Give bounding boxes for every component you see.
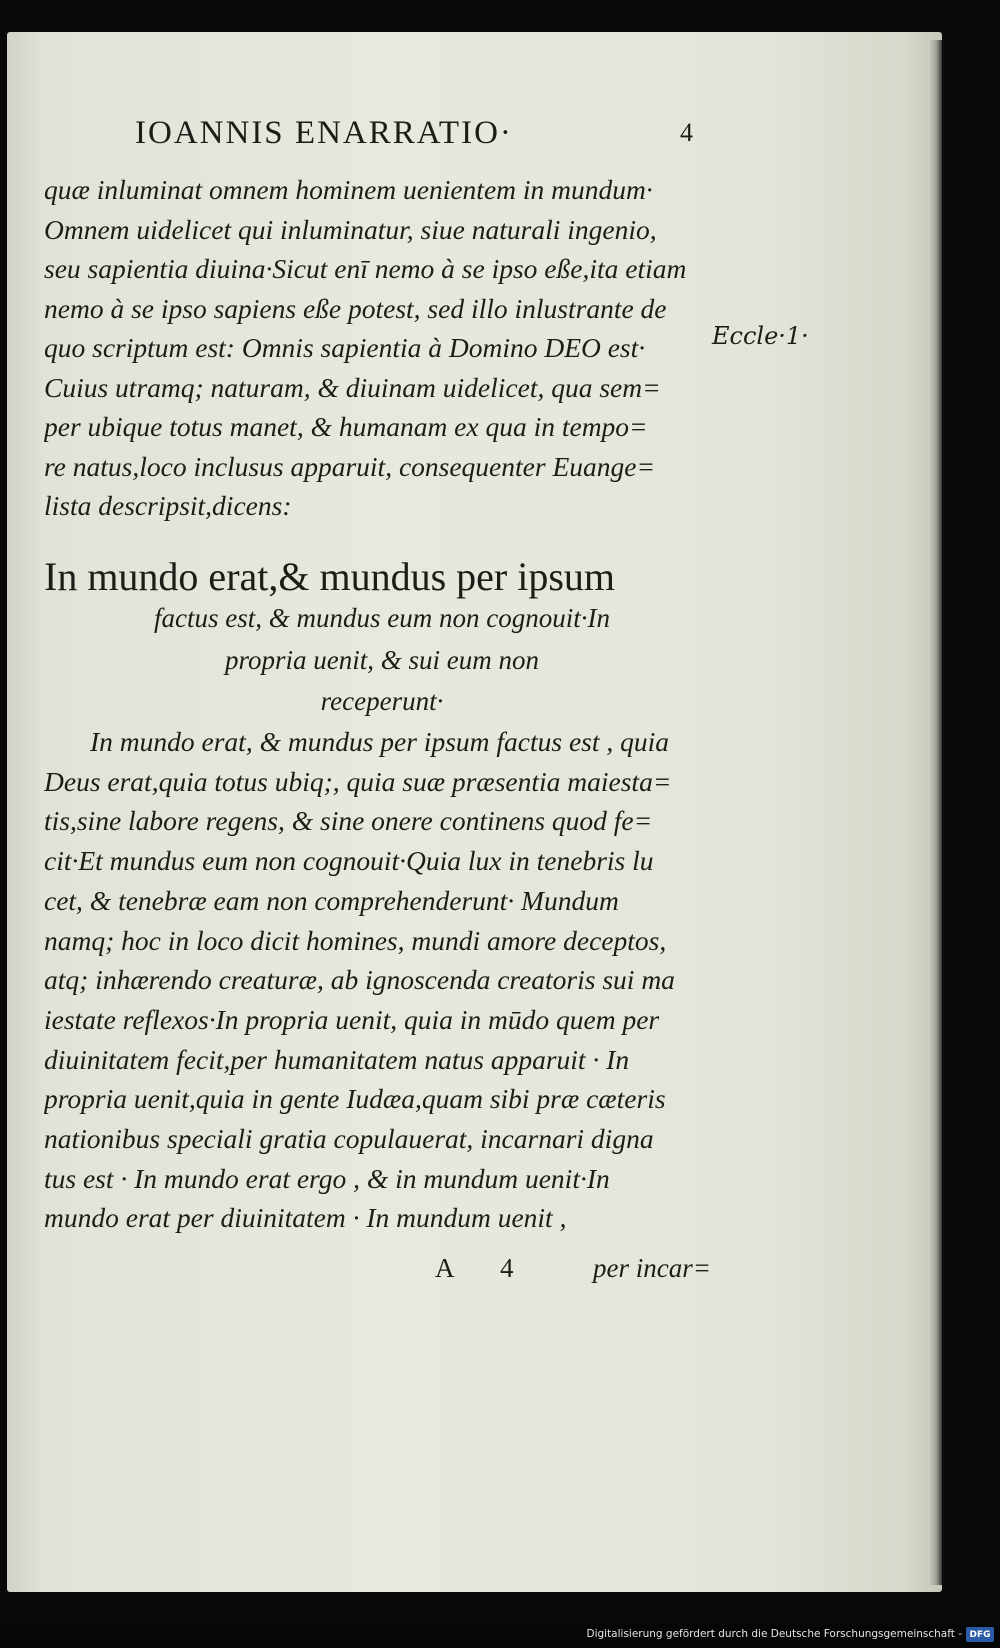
text-line: quæ inluminat omnem hominem uenientem in mundum· — [44, 174, 653, 205]
signature-mark: A — [435, 1253, 455, 1283]
folio-number: 4 — [680, 118, 693, 147]
text-line: Deus erat,quia totus ubiq;, quia suæ præsentia maiesta= — [44, 765, 672, 797]
text-line: In mundo erat, & mundus per ipsum factus est , quia — [90, 726, 670, 757]
dfg-logo-icon — [966, 1627, 994, 1642]
scripture-title: In mundo erat,& mundus per ipsum — [44, 554, 616, 599]
text-line: diuinitatem fecit,per humanitatem natus apparuit · In — [44, 1043, 630, 1075]
text-line: namq; hoc in loco dicit homines, mundi amore deceptos, — [44, 924, 667, 956]
text-line: per ubique totus manet, & humanam ex qua in tempo= — [44, 411, 648, 442]
paragraph-1 — [44, 170, 720, 526]
text-line: cet, & tenebræ eam non comprehenderunt· Mundum — [44, 884, 619, 916]
text-line: quo scriptum est: Omnis sapientia à Domino DEO est· — [44, 332, 646, 363]
text-line: mundo erat per diuinitatem · In mundum uenit , — [44, 1202, 567, 1234]
text-line: lista descripsit,dicens: — [44, 490, 292, 521]
text-line: cit·Et mundus eum non cognouit·Quia lux in tenebris lu — [44, 845, 654, 877]
text-line: seu sapientia diuina·Sicut enī nemo à se ipso eße,ita etiam — [44, 253, 687, 284]
text-line: propria uenit,quia in gente Iudæa,quam sibi præ cæteris — [44, 1083, 666, 1115]
text-line: iestate reflexos·In propria uenit, quia in mūdo quem per — [44, 1003, 660, 1035]
text-line: tus est · In mundo erat ergo , & in mundum uenit·In — [44, 1162, 610, 1194]
text-line: nemo à se ipso sapiens eße potest, sed illo inlustrante de — [44, 292, 667, 324]
signature-number: 4 — [500, 1253, 514, 1283]
digitization-credit: Digitalisierung gefördert durch die Deutsche Forschungsgemeinschaft - — [586, 1628, 962, 1640]
catchword: per incar= — [593, 1253, 711, 1283]
scripture-line: propria uenit, & sui eum non — [225, 645, 539, 675]
text-line: Cuius utramq; naturam, & diuinam uidelicet, qua sem= — [44, 371, 661, 403]
text-line: nationibus speciali gratia copulauerat, incarnari digna — [44, 1123, 654, 1155]
scripture-line: receperunt· — [320, 686, 444, 716]
page-edge-shadow — [928, 40, 942, 1585]
running-head: IOANNIS ENARRATIO· — [135, 115, 513, 151]
text-line: Omnem uidelicet qui inluminatur, siue naturali ingenio, — [44, 213, 657, 245]
text-line: atq; inhærendo creaturæ, ab ignoscenda creatoris sui ma — [44, 964, 675, 996]
marginal-note: Eccle·1· — [712, 322, 809, 350]
text-line: re natus,loco inclusus apparuit, consequenter Euange= — [44, 450, 656, 482]
scripture-line: factus est, & mundus eum non cognouit·In — [154, 603, 610, 633]
paragraph-2 — [44, 722, 720, 1238]
text-line: tis,sine labore regens, & sine onere continens quod fe= — [44, 805, 653, 837]
dfg-logo-text: DFG — [969, 1629, 991, 1640]
